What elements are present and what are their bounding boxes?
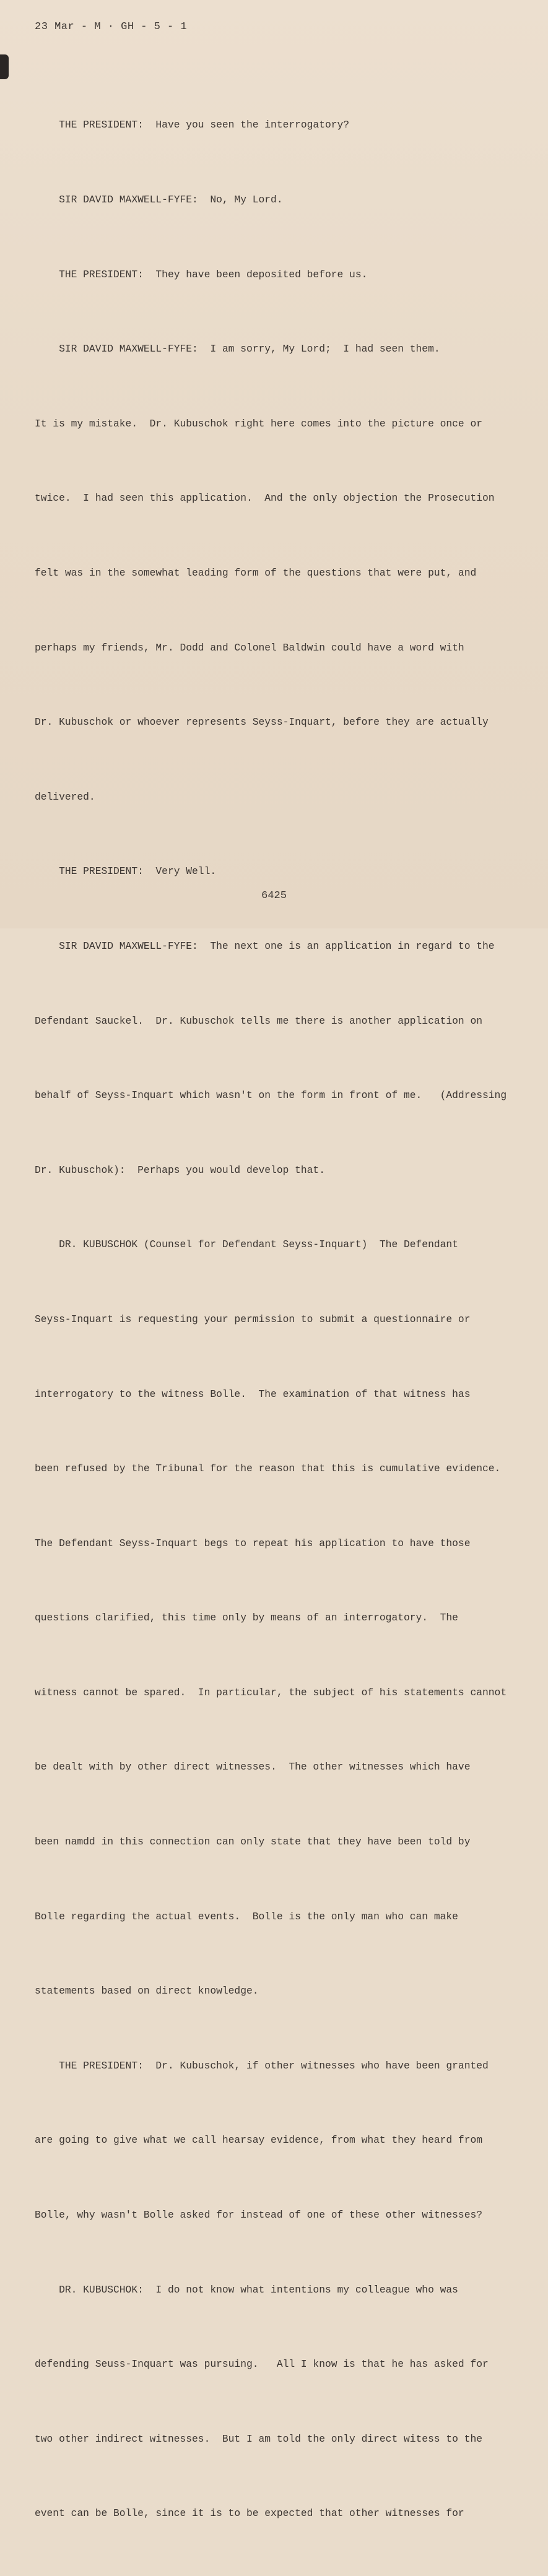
page-number: 6425: [261, 890, 287, 902]
transcript-line: event can be Bolle, since it is to be expected that other witnesses for: [35, 2507, 464, 2520]
transcript-line: interrogatory to the witness Bolle. The examination of that witness has: [35, 1388, 471, 1400]
transcript-line: The Defendant Seyss-Inquart begs to repeat his application to have those: [35, 1537, 471, 1549]
transcript-line: Dr. Kubuschok): Perhaps you would develop that.: [35, 1164, 325, 1176]
transcript-line: Defendant Sauckel. Dr. Kubuschok tells me there is another application on: [35, 1014, 483, 1027]
transcript-line: DR. KUBUSCHOK: I do not know what intentions my colleague who was: [35, 2283, 458, 2296]
transcript-line: witness cannot be spared. In particular, the subject of his statements cannot: [35, 1686, 507, 1698]
transcript-line: defending Seuss-Inquart was pursuing. All I know is that he has asked for: [35, 2358, 489, 2371]
transcript-body: [35, 63, 511, 2576]
transcript-line: been refused by the Tribunal for the reason that this is cumulative evidence.: [35, 1463, 501, 1475]
transcript-line: THE PRESIDENT: Very Well.: [35, 865, 217, 878]
transcript-line: Seyss-Inquart is requesting your permission to submit a questionnaire or: [35, 1313, 471, 1325]
transcript-line: statements based on direct knowledge.: [35, 1985, 259, 1997]
transcript-line: Bolle regarding the actual events. Bolle is the only man who can make: [35, 1910, 458, 1922]
transcript-line: It is my mistake. Dr. Kubuschok right here comes into the picture once or: [35, 417, 483, 430]
transcript-line: SIR DAVID MAXWELL-FYFE: No, My Lord.: [35, 194, 283, 205]
transcript-line: felt was in the somewhat leading form of the questions that were put, and: [35, 566, 477, 579]
transcript-line: DR. KUBUSCHOK (Counsel for Defendant Seyss-Inquart) The Defendant: [35, 1238, 458, 1251]
transcript-line: questions clarified, this time only by means of an interrogatory. The: [35, 1612, 458, 1624]
transcript-line: delivered.: [35, 790, 95, 803]
transcript-line: Dr. Kubuschok or whoever represents Seyss-Inquart, before they are actually: [35, 716, 489, 728]
transcript-line: THE PRESIDENT: They have been deposited before us.: [35, 268, 368, 280]
binding-clip-mark: [0, 54, 9, 79]
transcript-line: SIR DAVID MAXWELL-FYFE: I am sorry, My Lord; I had seen them.: [35, 343, 440, 355]
page-header: 23 Mar - M · GH - 5 - 1: [35, 21, 188, 33]
transcript-line: Bolle, why wasn't Bolle asked for instead of one of these other witnesses?: [35, 2209, 483, 2221]
transcript-line: THE PRESIDENT: Dr. Kubuschok, if other witnesses who have been granted: [35, 2059, 489, 2072]
transcript-line: THE PRESIDENT: Have you seen the interrogatory?: [35, 119, 350, 131]
transcript-line: been namdd in this connection can only state that they have been told by: [35, 1836, 471, 1848]
transcript-line: SIR DAVID MAXWELL-FYFE: The next one is an application in regard to the: [35, 940, 495, 952]
transcript-line: are going to give what we call hearsay evidence, from what they heard from: [35, 2134, 483, 2146]
transcript-line: be dealt with by other direct witnesses. The other witnesses which have: [35, 1761, 471, 1773]
transcript-line: two other indirect witnesses. But I am told the only direct witess to the: [35, 2432, 483, 2445]
transcript-line: twice. I had seen this application. And the only objection the Prosecution: [35, 492, 495, 504]
transcript-line: behalf of Seyss-Inquart which wasn't on the form in front of me. (Addressing: [35, 1089, 507, 1102]
transcript-line: perhaps my friends, Mr. Dodd and Colonel Baldwin could have a word with: [35, 641, 464, 654]
